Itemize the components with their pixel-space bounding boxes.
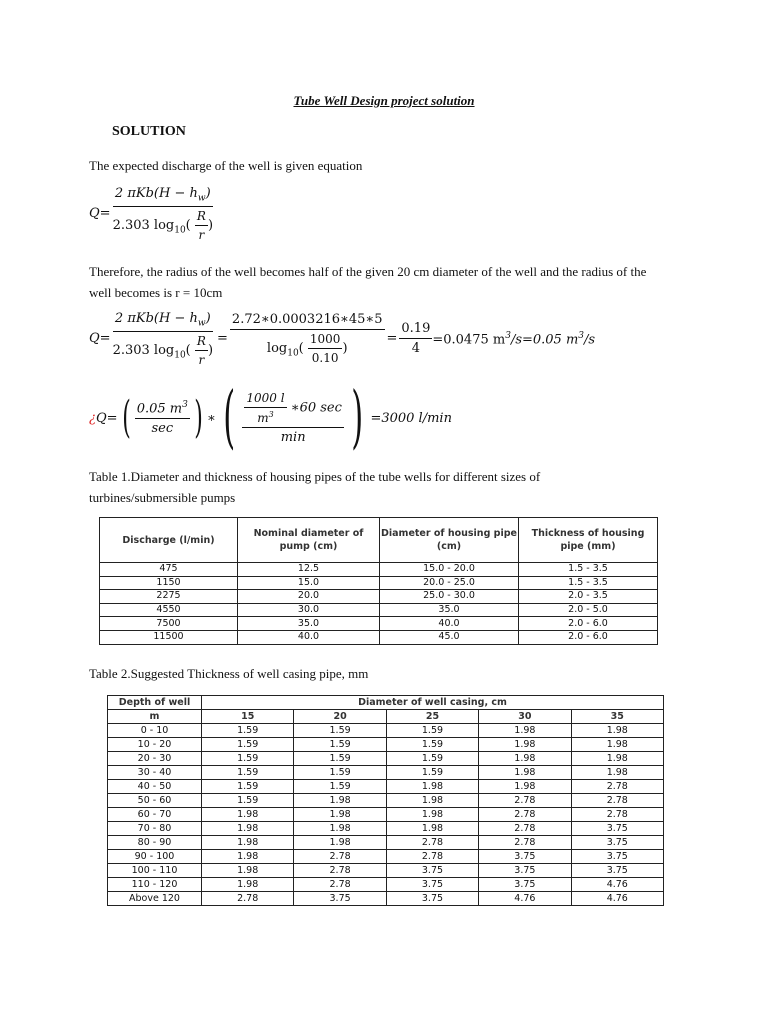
table-cell: 1.59 [202,794,294,808]
table-cell: 1.59 [294,766,386,780]
table-cell: 1.98 [386,808,478,822]
table-cell: 1.98 [386,822,478,836]
table-cell: 2.78 [386,850,478,864]
table-cell: 1.98 [479,738,571,752]
table-row [108,808,664,822]
table-cell: 70 - 80 [108,822,202,836]
eq2-ratio-fraction: $\frac{0.19}{4}$ [401,321,431,357]
table-cell: 475 [100,563,238,577]
table-cell: 1.98 [202,822,294,836]
table-cell: 2.0 - 6.0 [519,617,658,631]
table-cell: 2.78 [386,836,478,850]
table-cell: 1.98 [571,752,663,766]
table-cell: 1.98 [294,794,386,808]
table-cell: 0 - 10 [108,724,202,738]
table-cell: 1.98 [294,836,386,850]
table-subheader-row [108,710,664,724]
table-cell: 1.98 [202,836,294,850]
header-diameter-1: 20 [294,710,386,724]
table-cell: 1.59 [202,738,294,752]
table-cell: 40.0 [380,617,519,631]
table-cell: 25.0 - 30.0 [380,590,519,604]
table-cell: 7500 [100,617,238,631]
table-cell: 3.75 [571,850,663,864]
table-cell: 50 - 60 [108,794,202,808]
table-cell: 2.78 [294,878,386,892]
table-cell: 1.59 [386,752,478,766]
table-cell: 2.0 - 6.0 [519,630,658,644]
table-cell: 3.75 [386,892,478,906]
table-cell: 100 - 110 [108,864,202,878]
equation-3: ¿ Q= ( $\frac{0.05 m^3}{\sec}$ ) ∗ ( $\frac{1000 l}{m^3}$ ∗60 sec min ) =3000 l/min [89,378,452,457]
table-header-row [100,518,658,563]
table-cell: 20.0 - 25.0 [380,576,519,590]
table-cell: 3.75 [386,878,478,892]
table-cell: 40 - 50 [108,780,202,794]
eq2-symbolic-fraction: 2 $\pi Kb(H - h_w)$ 2.303 $\log_{10}$( $\frac{R}{r}$ ) [112,311,214,367]
table-cell: 3.75 [571,822,663,836]
table-cell: 1.98 [294,808,386,822]
eq2-numeric-fraction: 2.72∗0.0003216∗45∗5 $\log_{10}$( $\frac{1000}{0.10}$ ) [231,312,383,366]
table1-caption: Table 1.Diameter and thickness of housing pipes of the tube wells for different sizes of turbines/submersible pumps [89,469,541,505]
table-cell: 90 - 100 [108,850,202,864]
table-cell: 2.78 [571,780,663,794]
table-cell: 2.78 [479,836,571,850]
table-cell: 30 - 40 [108,766,202,780]
section-heading: SOLUTION [112,124,186,139]
table-cell: 60 - 70 [108,808,202,822]
header-diameter-2: 25 [386,710,478,724]
table-cell: 1.59 [294,752,386,766]
header-pump-diameter: Nominal diameter of pump (cm) [238,518,380,563]
table-cell: 2.78 [479,822,571,836]
eq1-lhs: Q= [89,206,111,222]
table-cell: 80 - 90 [108,836,202,850]
table-cell: 2.78 [571,808,663,822]
table-cell: 1.59 [202,752,294,766]
table-cell: 1.98 [479,766,571,780]
table-cell: 20.0 [238,590,380,604]
header-depth: Depth of well [108,696,202,710]
table-row [108,878,664,892]
table-cell: 1.98 [479,780,571,794]
table-cell: 40.0 [238,630,380,644]
header-diameter-group: Diameter of well casing, cm [202,696,664,710]
table-row [100,603,658,617]
table-cell: 30.0 [238,603,380,617]
table-row [108,738,664,752]
table-cell: 3.75 [479,850,571,864]
table-cell: 3.75 [571,836,663,850]
header-discharge: Discharge (l/min) [100,518,238,563]
table-cell: 35.0 [238,617,380,631]
table-cell: 4.76 [479,892,571,906]
table-row [108,850,664,864]
table-cell: 1.59 [202,766,294,780]
table-cell: Above 120 [108,892,202,906]
table-cell: 1.98 [202,878,294,892]
table-row [108,794,664,808]
table-cell: 1.98 [479,724,571,738]
header-diameter-4: 35 [571,710,663,724]
header-housing-diameter: Diameter of housing pipe (cm) [380,518,519,563]
table-cell: 4.76 [571,878,663,892]
table-cell: 4.76 [571,892,663,906]
equation-1 [89,186,215,242]
table-row [100,563,658,577]
table-cell: 2.78 [479,794,571,808]
table-cell: 3.75 [479,864,571,878]
table-row [108,836,664,850]
table-row [108,822,664,836]
table-cell: 45.0 [380,630,519,644]
table-row [108,864,664,878]
table-cell: 2.78 [294,850,386,864]
table-cell: 1.5 - 3.5 [519,563,658,577]
equation-2: Q= 2 $\pi Kb(H - h_w)$ 2.303 $\log_{10}$( $\frac{R}{r}$ ) = 2.72∗0.0003216∗45∗5 $\log_{10}$( $\frac{1000}{0.10}$ ) = $\frac{0.19}{4}$ =0.0475 $m^3/s=0.05$ $m^3/s$ [89,311,596,367]
header-diameter-0: 15 [202,710,294,724]
table-cell: 1.98 [202,864,294,878]
table-cell: 1.98 [202,808,294,822]
eq1-fraction [111,186,215,242]
table-cell: 1.5 - 3.5 [519,576,658,590]
table-cell: 110 - 120 [108,878,202,892]
table-cell: 10 - 20 [108,738,202,752]
table-row [100,630,658,644]
table-row [100,617,658,631]
table-cell: 2275 [100,590,238,604]
table-cell: 1.98 [202,850,294,864]
table-cell: 2.78 [479,808,571,822]
table-row [108,892,664,906]
table-cell: 1.59 [294,738,386,752]
table-row [108,780,664,794]
table-row [100,576,658,590]
table-cell: 15.0 - 20.0 [380,563,519,577]
table-cell: 1.59 [202,724,294,738]
table-cell: 1.98 [479,752,571,766]
table-cell: 2.78 [202,892,294,906]
eq3-conversion-fraction: $\frac{1000 l}{m^3}$ ∗60 sec min [242,391,344,445]
table-cell: 1.59 [202,780,294,794]
table-cell: 11500 [100,630,238,644]
table-cell: 3.75 [294,892,386,906]
table-header-row [108,696,664,710]
table-cell: 1.98 [294,822,386,836]
casing-thickness-table [107,695,664,906]
radius-paragraph: Therefore, the radius of the well becomes half of the given 20 cm diameter of the well and the radius of the well becomes is r = 10cm [89,264,647,300]
header-housing-thickness: Thickness of housing pipe (mm) [519,518,658,563]
eq1-denominator: 2.303 $\log_{10}$( $\frac{R}{r}$ ) [112,208,214,242]
table-cell: 1.59 [386,724,478,738]
table-cell: 2.0 - 3.5 [519,590,658,604]
header-diameter-3: 30 [479,710,571,724]
table-cell: 1.59 [294,780,386,794]
eq1-numerator: 2 $\pi Kb(H - h_w)$ [113,186,213,207]
table-cell: 15.0 [238,576,380,590]
header-depth-unit: m [108,710,202,724]
document-title: Tube Well Design project solution [293,93,475,108]
intro-paragraph: The expected discharge of the well is given equation [89,158,363,173]
table-cell: 3.75 [386,864,478,878]
table-cell: 2.0 - 5.0 [519,603,658,617]
table-cell: 3.75 [479,878,571,892]
table-row [108,724,664,738]
table-cell: 1.59 [294,724,386,738]
table-cell: 1.59 [386,738,478,752]
housing-pipe-table [99,517,658,645]
table-row [100,590,658,604]
table-row [108,766,664,780]
table-cell: 12.5 [238,563,380,577]
table-cell: 35.0 [380,603,519,617]
table-cell: 1.98 [571,766,663,780]
table-cell: 1.98 [386,794,478,808]
table-cell: 4550 [100,603,238,617]
table-cell: 1150 [100,576,238,590]
table-cell: 2.78 [294,864,386,878]
table-cell: 1.98 [571,738,663,752]
eq3-result: =3000 l/min [370,410,452,426]
table-cell: 1.98 [571,724,663,738]
table-cell: 1.59 [386,766,478,780]
eq2-result: =0.0475 $m^3/s=0.05$ $m^3/s$ [432,330,596,347]
table-cell: 1.98 [386,780,478,794]
table-cell: 2.78 [571,794,663,808]
table2-caption: Table 2.Suggested Thickness of well casing pipe, mm [89,666,369,681]
table-row [108,752,664,766]
table-cell: 20 - 30 [108,752,202,766]
eq3-rate-fraction: $\frac{0.05 m^3}{\sec}$ [136,399,188,437]
table-cell: 3.75 [571,864,663,878]
